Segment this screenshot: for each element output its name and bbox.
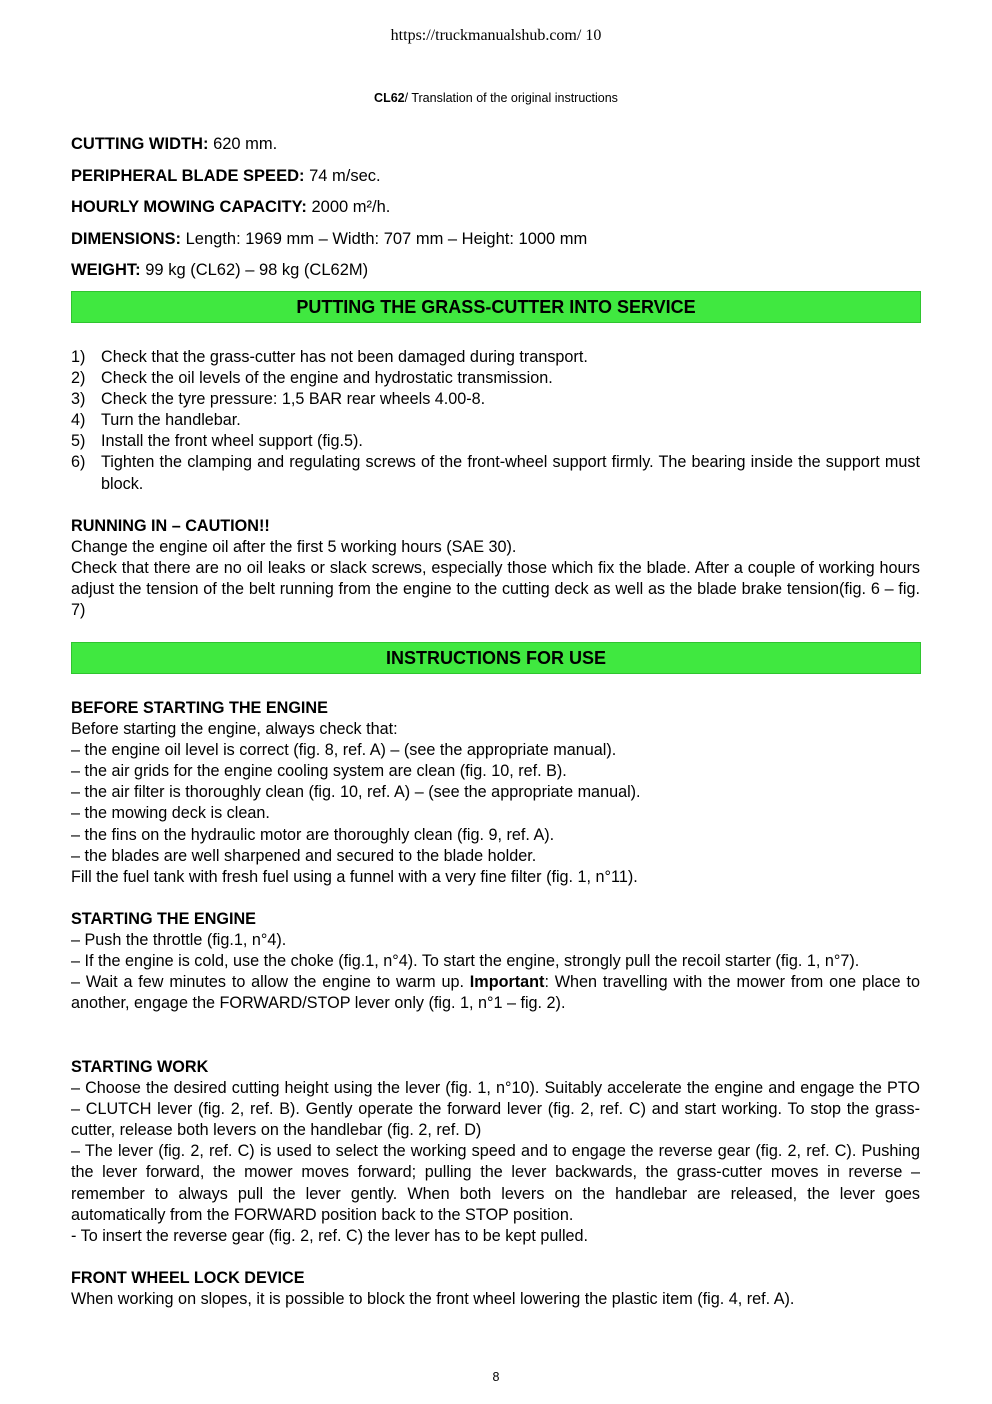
starting-engine-line (71, 972, 920, 1014)
list-item: – the engine oil level is correct (fig. 8, ref. A) – (see the appropriate manual). (71, 741, 617, 760)
front-wheel-section (71, 1268, 920, 1310)
spec-value: 99 kg (CL62) – 98 kg (CL62M) (140, 261, 369, 279)
front-wheel-heading: FRONT WHEEL LOCK DEVICE (71, 1269, 305, 1287)
before-starting-intro: Before starting the engine, always check that: (71, 720, 398, 739)
spec-value: 74 m/sec. (304, 167, 381, 185)
spec-weight (71, 261, 368, 280)
running-in-section (71, 516, 920, 621)
step-number: 1) (71, 348, 86, 366)
front-wheel-paragraph: When working on slopes, it is possible to block the front wheel lowering the plastic item (fig. 4, ref. A). (71, 1290, 795, 1309)
spec-label: PERIPHERAL BLADE SPEED: (71, 167, 305, 185)
spec-label: HOURLY MOWING CAPACITY: (71, 198, 307, 216)
step-number: 2) (71, 369, 86, 388)
before-starting-outro: Fill the fuel tank with fresh fuel using a funnel with a very fine filter (fig. 1, n°11). (71, 867, 638, 886)
starting-engine-line: – Push the throttle (fig.1, n°4). (71, 931, 287, 950)
list-item: – the mowing deck is clean. (71, 804, 270, 823)
list-item (71, 452, 920, 494)
step-text: Check the oil levels of the engine and hydrostatic transmission. (101, 369, 553, 388)
page-number: 8 (492, 1370, 500, 1384)
step-text: Install the front wheel support (fig.5). (101, 432, 363, 451)
line-text: : When travelling with the mower from one place to another, engage the FORWARD/STOP lever only (fig. 1, n°1 – fig. 2). (71, 973, 920, 1013)
spec-label: CUTTING WIDTH: (71, 135, 209, 153)
list-item: – the air filter is thoroughly clean (fig. 10, ref. A) – (see the appropriate manual). (71, 783, 641, 802)
starting-work-paragraph: - To insert the reverse gear (fig. 2, ref. C) the lever has to be kept pulled. (71, 1226, 589, 1245)
list-item (71, 368, 920, 389)
spec-value: 620 mm. (208, 135, 278, 153)
step-number: 6) (71, 453, 86, 472)
running-in-heading: RUNNING IN – CAUTION!! (71, 517, 270, 535)
step-text: Tighten the clamping and regulating screws of the front-wheel support firmly. The bearing inside the support must block. (101, 453, 920, 493)
list-item (71, 431, 920, 452)
step-text: Check that the grass-cutter has not been damaged during transport. (101, 348, 588, 366)
spec-mowing-capacity (71, 198, 390, 217)
starting-engine-heading: STARTING THE ENGINE (71, 910, 256, 928)
before-starting-section (71, 698, 920, 888)
spec-label: WEIGHT: (71, 261, 141, 279)
list-item: – the blades are well sharpened and secured to the blade holder. (71, 846, 537, 865)
step-text: Turn the handlebar. (101, 411, 241, 430)
service-steps (71, 347, 920, 495)
spec-value: Length: 1969 mm – Width: 707 mm – Height: 1000 mm (181, 230, 588, 248)
line-text: – Wait a few minutes to allow the engine to warm up. (71, 973, 470, 992)
starting-work-heading: STARTING WORK (71, 1058, 209, 1076)
before-starting-heading: BEFORE STARTING THE ENGINE (71, 699, 328, 717)
spec-label: DIMENSIONS: (71, 230, 182, 248)
important-label: Important (469, 973, 545, 992)
starting-engine-section (71, 909, 920, 1014)
step-text: Check the tyre pressure: 1,5 BAR rear wheels 4.00-8. (101, 390, 486, 409)
section-banner-service: PUTTING THE GRASS-CUTTER INTO SERVICE (71, 291, 921, 323)
steps-list (71, 347, 920, 495)
starting-engine-line: – If the engine is cold, use the choke (fig.1, n°4). To start the engine, strongly pull the recoil starter (fig. 1, n°7). (71, 952, 860, 971)
section-banner-instructions: INSTRUCTIONS FOR USE (71, 642, 921, 674)
list-item (71, 410, 920, 431)
source-url[interactable]: https://truckmanualshub.com/ 10 (390, 27, 602, 44)
spec-blade-speed (71, 167, 381, 186)
list-item: – the air grids for the engine cooling system are clean (fig. 10, ref. B). (71, 762, 567, 781)
step-number: 5) (71, 432, 86, 451)
running-in-paragraph: Change the engine oil after the first 5 working hours (SAE 30). (71, 538, 517, 557)
document-header (0, 91, 992, 105)
running-in-paragraph: Check that there are no oil leaks or slack screws, especially those which fix the blade. After a couple of working hours adjust the tension of the belt running from the engine to the cutting deck as well as the blade brake tension(fig. 6 – fig. 7) (71, 559, 920, 620)
step-number: 4) (71, 411, 86, 430)
list-item (71, 347, 920, 368)
spec-cutting-width (71, 135, 277, 154)
spec-value: 2000 m²/h. (306, 198, 391, 216)
starting-work-section (71, 1057, 920, 1247)
spec-dimensions (71, 230, 587, 249)
step-number: 3) (71, 390, 86, 409)
header-subtitle: / Translation of the original instructions (404, 91, 618, 105)
list-item (71, 389, 920, 410)
starting-work-paragraph: – The lever (fig. 2, ref. C) is used to select the working speed and to engage the reverse gear (fig. 2, ref. C). Pushing the lever forward, the mower moves forward; pulling the lever backwards, the grass-cutter moves in reverse – remember to always pull the lever gently. When both levers on the handlebar are released, the lever goes automatically from the FORWARD position back to the STOP position. (71, 1142, 920, 1224)
list-item: – the fins on the hydraulic motor are thoroughly clean (fig. 9, ref. A). (71, 825, 555, 844)
starting-work-paragraph: – Choose the desired cutting height using the lever (fig. 1, n°10). Suitably accelerate the engine and engage the PTO – CLUTCH lever (fig. 2, ref. B). Gently operate the forward lever (fig. 2, ref. C) and start working. To stop the grass-cutter, release both levers on the handlebar (fig. 2, ref. D) (71, 1079, 920, 1140)
model-name: CL62 (374, 91, 405, 105)
